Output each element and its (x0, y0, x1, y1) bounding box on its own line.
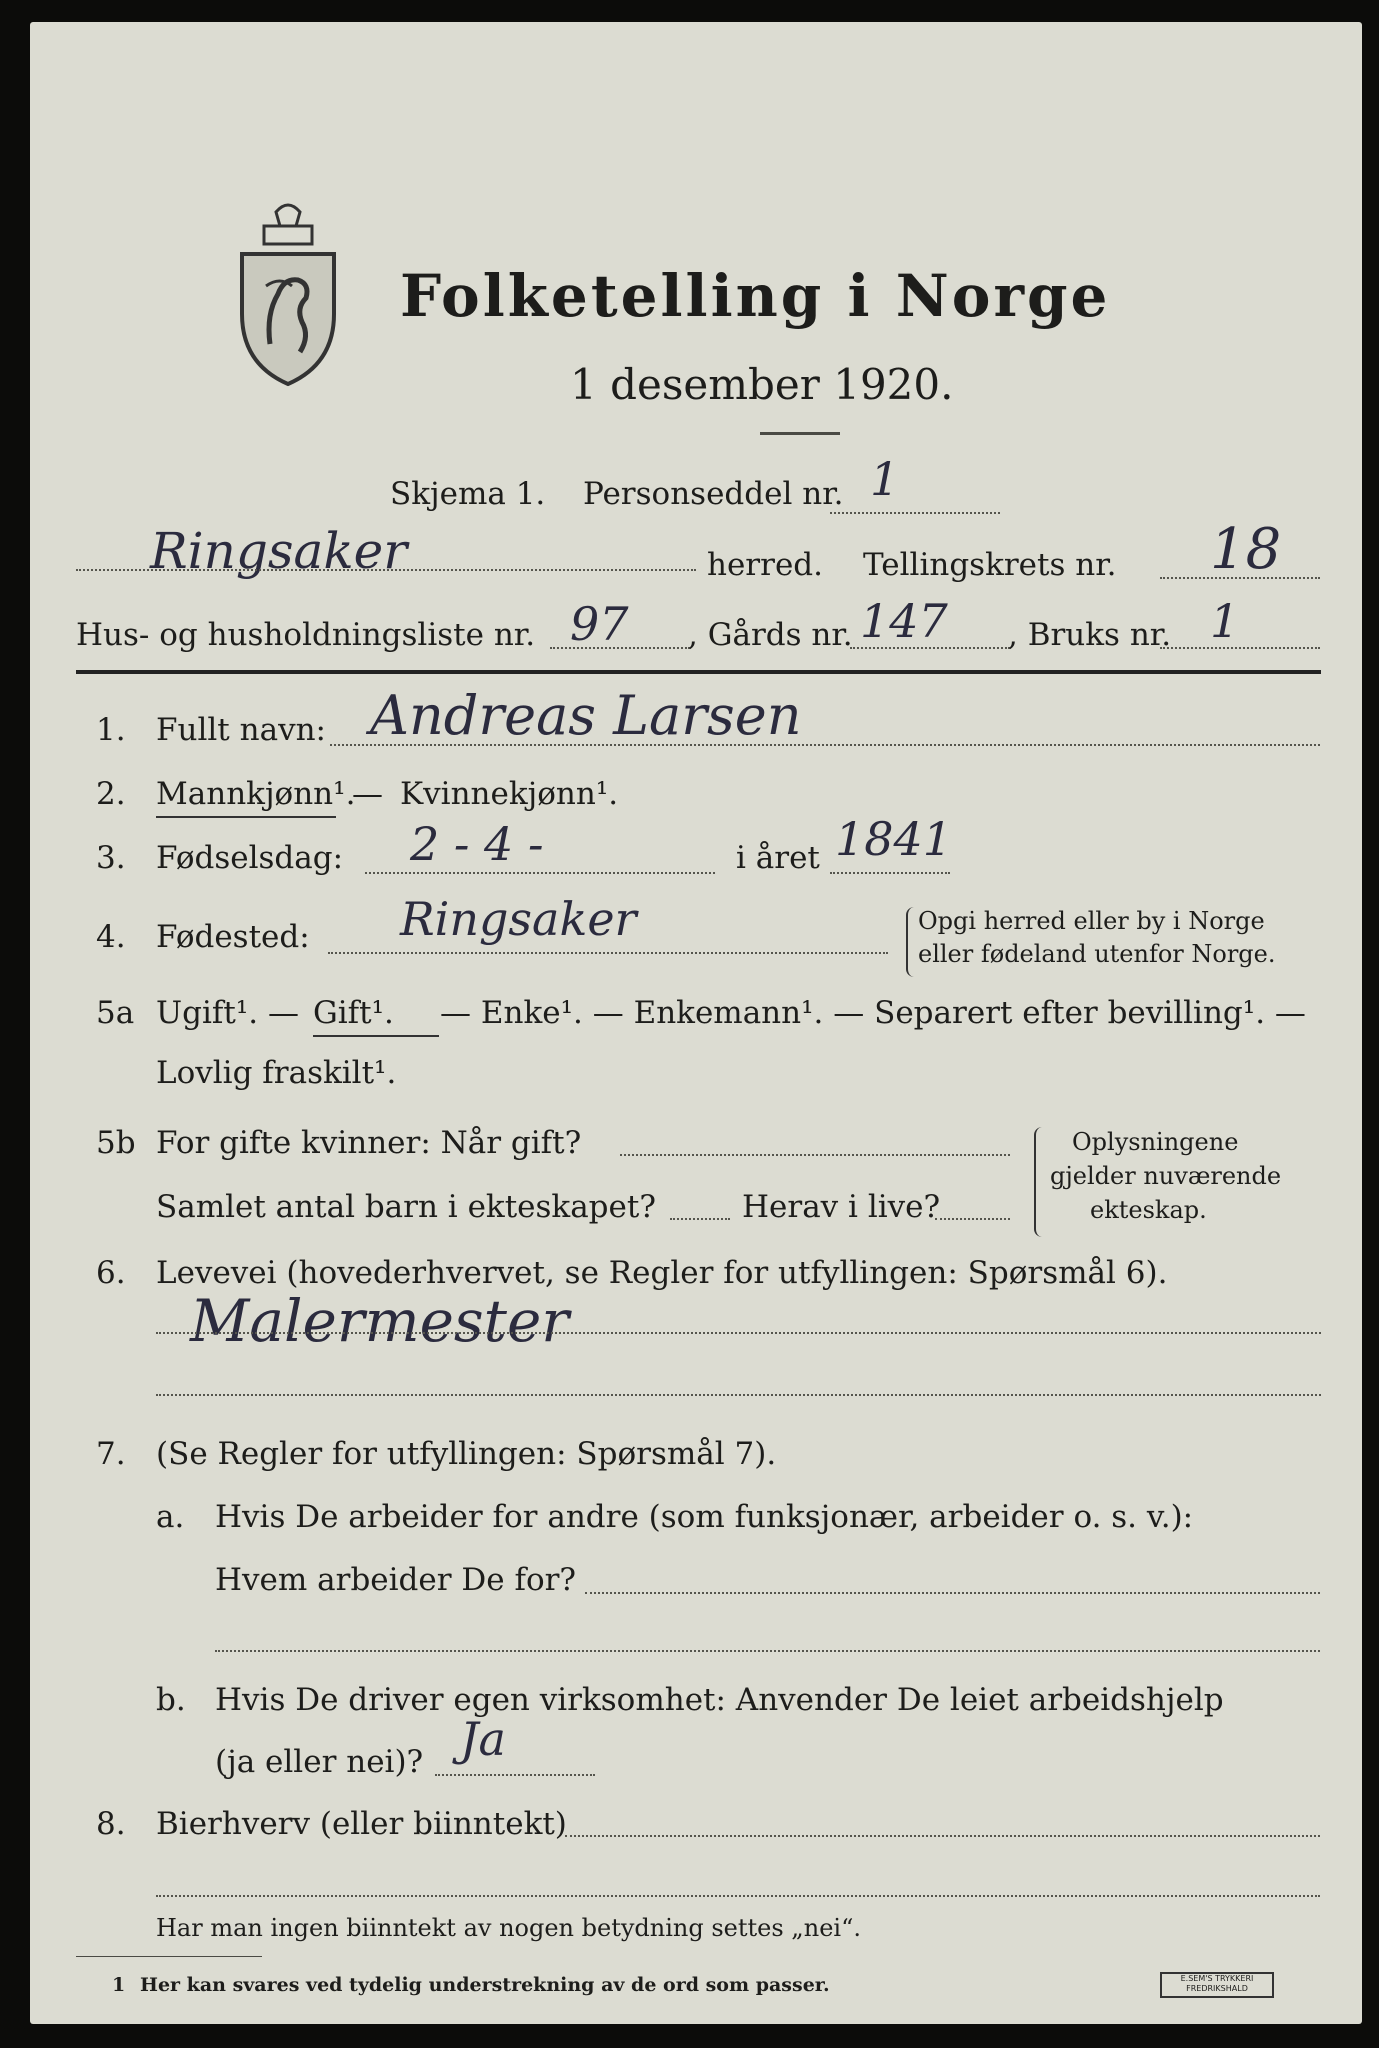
herred-line (76, 569, 696, 571)
gender-female: Kvinnekjønn¹. (400, 776, 619, 812)
page-title: Folketelling i Norge (400, 262, 1111, 330)
year-line (830, 872, 950, 874)
q5b-line-1 (620, 1154, 1010, 1156)
q4-line (328, 952, 888, 954)
form-sheet (30, 22, 1362, 2024)
q8-line-2 (156, 1895, 1320, 1897)
q5b-alive-count: Herav i live? (742, 1189, 941, 1225)
year-label: i året (736, 840, 820, 876)
q4-brace (906, 907, 918, 977)
q1-label: Fullt navn: (156, 712, 326, 748)
q7-number: 7. (96, 1436, 126, 1472)
q5b-line-2 (670, 1218, 730, 1220)
occupation-value: Malermester (190, 1287, 570, 1355)
bruks-label: , Bruks nr. (1008, 617, 1172, 653)
q5b-note-2: gjelder nuværende (1050, 1162, 1282, 1190)
q7-label: (Se Regler for utfyllingen: Spørsmål 7). (156, 1436, 777, 1472)
civil-divorced: Lovlig fraskilt¹. (156, 1055, 397, 1091)
q7b-line (435, 1774, 595, 1776)
q8-line-1 (565, 1835, 1320, 1837)
q6-number: 6. (96, 1255, 126, 1291)
gender-separator: — (352, 776, 383, 812)
q3-number: 3. (96, 840, 126, 876)
personseddel-label: Personseddel nr. (583, 476, 844, 512)
q4-note-2: eller fødeland utenfor Norge. (918, 940, 1276, 968)
q7a-line-1 (585, 1592, 1320, 1594)
q5b-number: 5b (96, 1125, 136, 1161)
q4-label: Fødested: (156, 919, 310, 955)
q6-label: Levevei (hovederhvervet, se Regler for utfyllingen: Spørsmål 6). (156, 1255, 1168, 1291)
q2-number: 2. (96, 776, 126, 812)
footnote-rule (76, 1956, 262, 1957)
q7b-yes-no-label: (ja eller nei)? (215, 1744, 424, 1780)
q6-line-1 (156, 1332, 1321, 1334)
q4-number: 4. (96, 919, 126, 955)
footnote-number: 1 (112, 1974, 126, 1996)
q3-label: Fødselsdag: (156, 840, 344, 876)
header-rule (76, 670, 1321, 674)
full-name-value: Andreas Larsen (370, 684, 802, 747)
q5b-note-3: ekteskap. (1090, 1196, 1207, 1224)
hus-value: 97 (570, 597, 629, 651)
printer-stamp-line-2: FREDRIKSHALD (1186, 1984, 1248, 1993)
q7b-letter: b. (156, 1682, 186, 1718)
birthplace-value: Ringsaker (400, 892, 637, 946)
printer-stamp (1160, 1972, 1274, 1998)
q7a-employer-label: Hvem arbeider De for? (215, 1562, 577, 1598)
bruks-value: 1 (1210, 594, 1240, 648)
civil-married: Gift¹. (313, 995, 394, 1031)
norwegian-coat-of-arms-icon (230, 194, 346, 394)
q5b-children-count: Samlet antal barn i ekteskapet? (156, 1189, 656, 1225)
birthdate-value: 2 - 4 - (410, 817, 544, 871)
q5b-married-when: For gifte kvinner: Når gift? (156, 1125, 582, 1161)
skjema-label: Skjema 1. (390, 476, 546, 512)
q5b-note-1: Oplysningene (1072, 1128, 1239, 1156)
no-income-note: Har man ingen biinntekt av nogen betydning settes „nei“. (156, 1914, 861, 1942)
q6-line-2 (156, 1394, 1321, 1396)
personseddel-value: 1 (870, 452, 900, 506)
herred-value: Ringsaker (150, 522, 408, 580)
married-underline (313, 1035, 439, 1037)
gards-label: , Gårds nr. (688, 617, 853, 653)
gards-value: 147 (860, 594, 948, 648)
q5a-number: 5a (96, 995, 135, 1031)
male-underline (156, 816, 336, 818)
tellingskrets-label: Tellingskrets nr. (863, 547, 1117, 583)
q8-number: 8. (96, 1806, 126, 1842)
q7a-letter: a. (156, 1499, 185, 1535)
gender-male: Mannkjønn¹. (156, 776, 356, 812)
q4-note-1: Opgi herred eller by i Norge (918, 907, 1265, 935)
census-date: 1 desember 1920. (570, 360, 954, 409)
hired-help-value: Ja (460, 1712, 506, 1766)
civil-other-options: — Enke¹. — Enkemann¹. — Separert efter bevilling¹. — (440, 995, 1306, 1031)
q5b-brace (1034, 1127, 1048, 1237)
bruks-line (1160, 647, 1320, 649)
q8-label: Bierhverv (eller biinntekt) (156, 1806, 567, 1842)
q7b-label: Hvis De driver egen virksomhet: Anvender De leiet arbeidshjelp (215, 1682, 1224, 1718)
personseddel-line (830, 512, 1000, 514)
q3-line (365, 872, 715, 874)
footnote-text: Her kan svares ved tydelig understrekning av de ord som passer. (140, 1974, 830, 1996)
hus-label: Hus- og husholdningsliste nr. (76, 617, 536, 653)
q7a-label: Hvis De arbeider for andre (som funksjonær, arbeider o. s. v.): (215, 1499, 1194, 1535)
civil-unmarried: Ugift¹. — (156, 995, 299, 1031)
title-divider (760, 432, 840, 435)
q1-number: 1. (96, 712, 126, 748)
q7a-line-2 (215, 1650, 1320, 1652)
herred-label: herred. (707, 547, 823, 583)
printer-stamp-line-1: E.SEM'S TRYKKERI (1180, 1974, 1254, 1983)
tellingskrets-value: 18 (1210, 517, 1282, 582)
q5b-line-3 (935, 1218, 1010, 1220)
birth-year-value: 1841 (835, 812, 953, 866)
